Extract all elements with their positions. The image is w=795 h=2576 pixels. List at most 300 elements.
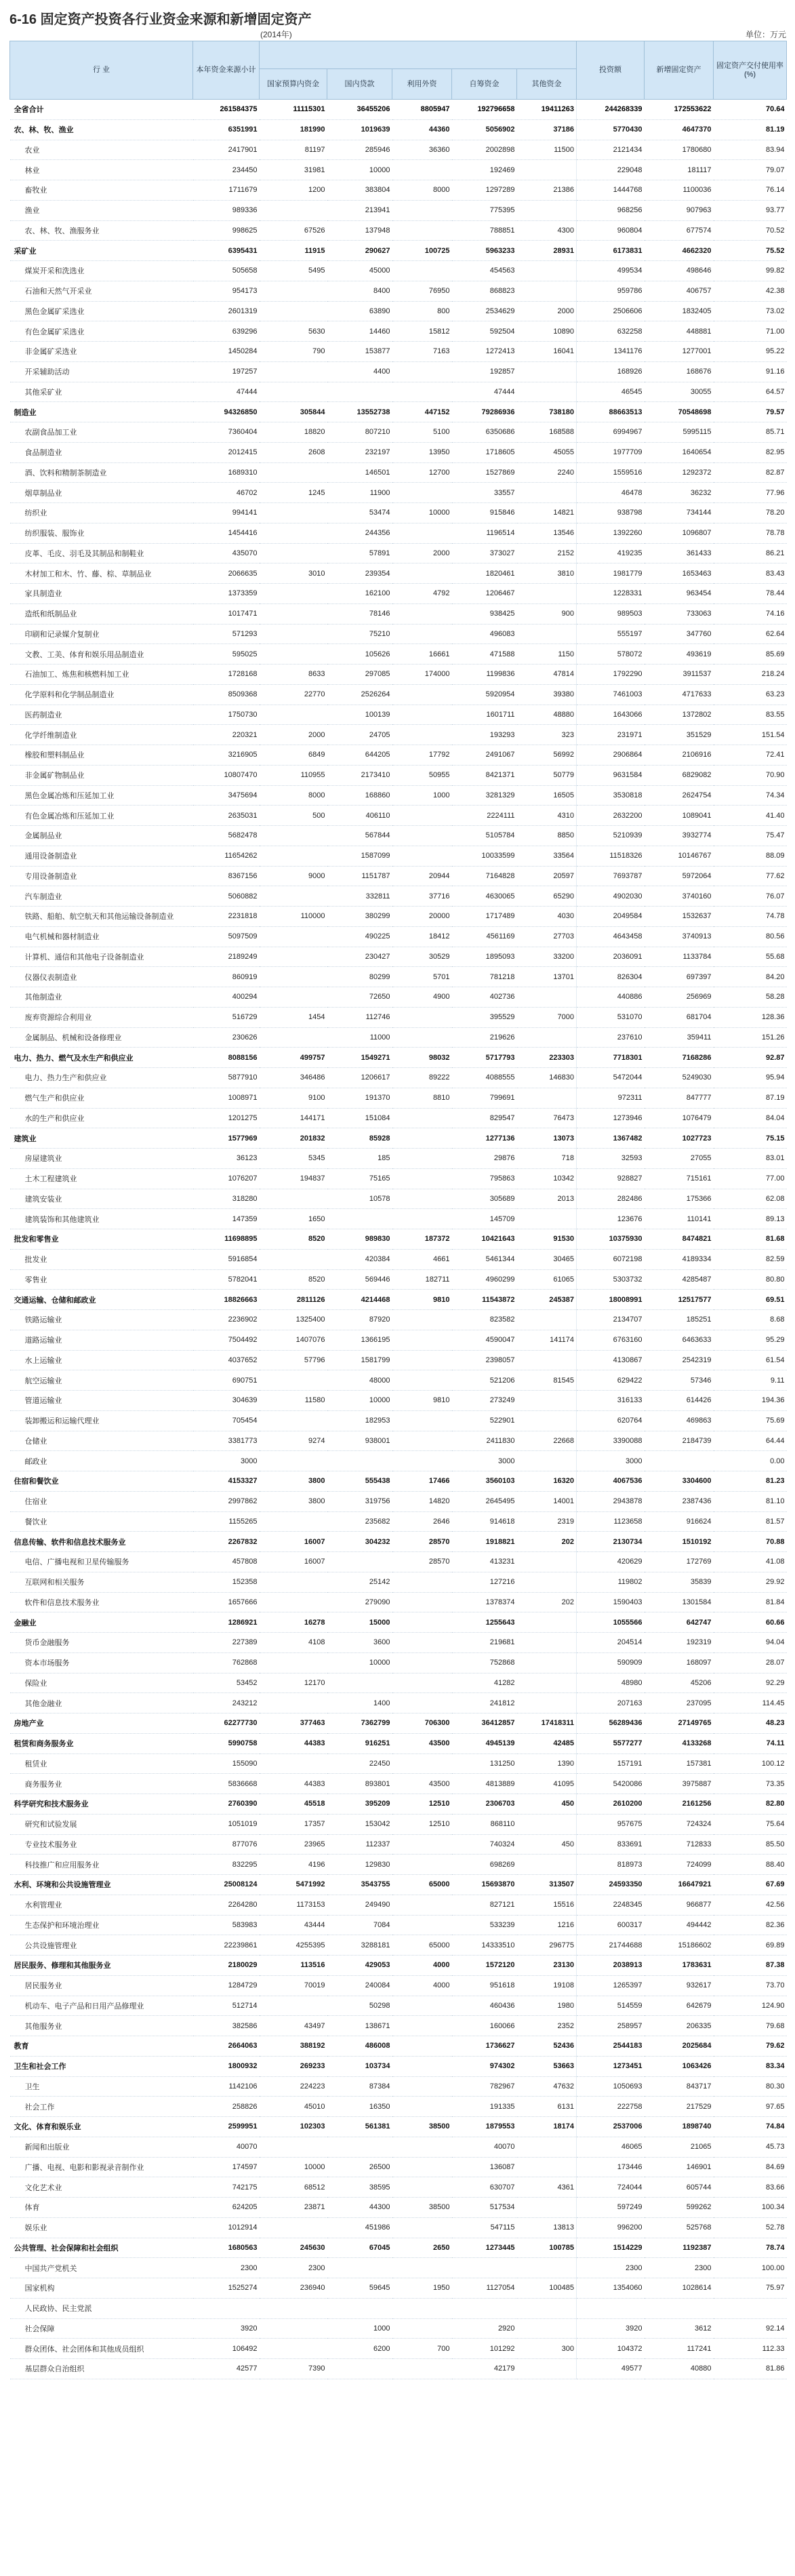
row-value-cell <box>392 1027 452 1048</box>
row-value-cell: 207163 <box>577 1693 645 1713</box>
row-value-cell <box>392 1431 452 1451</box>
row-industry-name: 互联网和相关服务 <box>10 1572 193 1592</box>
row-value-cell: 2300 <box>577 2258 645 2278</box>
row-value-cell: 22450 <box>327 1753 392 1774</box>
table-row <box>10 160 787 180</box>
row-value-cell: 531070 <box>577 1007 645 1027</box>
row-value-cell: 30465 <box>517 1249 577 1269</box>
row-value-cell <box>392 2359 452 2379</box>
row-value-cell: 10146767 <box>645 846 714 866</box>
row-value-cell: 4643458 <box>577 926 645 947</box>
row-value-cell: 1063426 <box>645 2056 714 2076</box>
row-value-cell: 86.21 <box>714 543 787 563</box>
row-value-cell: 1277136 <box>452 1128 517 1149</box>
row-value-cell: 346486 <box>260 1068 327 1088</box>
row-industry-name: 渔业 <box>10 200 193 220</box>
row-industry-name: 纺织业 <box>10 503 193 523</box>
row-value-cell: 79.07 <box>714 160 787 180</box>
row-value-cell: 642747 <box>645 1612 714 1633</box>
table-row <box>10 1189 787 1209</box>
row-value-cell: 102303 <box>260 2117 327 2137</box>
row-value-cell <box>392 1612 452 1633</box>
row-value-cell: 10807470 <box>193 765 260 785</box>
row-value-cell <box>392 1149 452 1169</box>
row-value-cell: 240084 <box>327 1975 392 1996</box>
row-industry-name: 科技推广和应用服务业 <box>10 1855 193 1875</box>
row-value-cell: 168097 <box>645 1652 714 1673</box>
table-row <box>10 2298 787 2318</box>
row-value-cell: 78.78 <box>714 523 787 543</box>
row-value-cell: 435070 <box>193 543 260 563</box>
row-industry-name: 石油和天然气开采业 <box>10 281 193 301</box>
row-value-cell: 2173410 <box>327 765 392 785</box>
row-value-cell: 2411830 <box>452 1431 517 1451</box>
row-industry-name: 农业 <box>10 140 193 160</box>
row-value-cell: 53452 <box>193 1673 260 1693</box>
row-value-cell: 237610 <box>577 1027 645 1048</box>
row-industry-name: 道路运输业 <box>10 1330 193 1350</box>
row-industry-name: 商务服务业 <box>10 1774 193 1794</box>
row-value-cell: 60.66 <box>714 1612 787 1633</box>
table-row <box>10 745 787 766</box>
row-value-cell <box>327 1552 392 1572</box>
table-row <box>10 462 787 483</box>
row-value-cell <box>327 1451 392 1471</box>
row-value-cell: 712833 <box>645 1834 714 1855</box>
row-industry-name: 研究和试验发展 <box>10 1814 193 1834</box>
row-value-cell <box>517 382 577 402</box>
row-value-cell <box>260 967 327 987</box>
row-value-cell <box>517 1572 577 1592</box>
row-value-cell: 35839 <box>645 1572 714 1592</box>
row-value-cell: 16661 <box>392 644 452 665</box>
row-value-cell: 7718301 <box>577 1048 645 1068</box>
row-value-cell: 6994967 <box>577 422 645 443</box>
row-value-cell: 1572120 <box>452 1956 517 1976</box>
row-value-cell: 1245 <box>260 483 327 503</box>
row-value-cell: 40880 <box>645 2359 714 2379</box>
row-value-cell: 9810 <box>392 1290 452 1310</box>
row-value-cell: 57346 <box>645 1370 714 1391</box>
table-row <box>10 2238 787 2258</box>
table-row <box>10 907 787 927</box>
row-value-cell: 65000 <box>392 1935 452 1956</box>
row-value-cell: 173446 <box>577 2157 645 2177</box>
row-value-cell: 11000 <box>327 1027 392 1048</box>
row-industry-name: 文化、体育和娱乐业 <box>10 2117 193 2137</box>
row-value-cell: 8810 <box>392 1088 452 1108</box>
row-value-cell: 2000 <box>517 301 577 321</box>
row-value-cell: 569446 <box>327 1269 392 1290</box>
row-value-cell: 4900 <box>392 987 452 1008</box>
row-value-cell: 95.29 <box>714 1330 787 1350</box>
row-value-cell: 146501 <box>327 462 392 483</box>
row-value-cell: 2635031 <box>193 806 260 826</box>
row-value-cell: 833691 <box>577 1834 645 1855</box>
row-value-cell: 2264280 <box>193 1895 260 1915</box>
row-value-cell: 21744688 <box>577 1935 645 1956</box>
row-value-cell: 5060882 <box>193 886 260 907</box>
row-value-cell: 110955 <box>260 765 327 785</box>
row-value-cell: 5630 <box>260 321 327 342</box>
row-value-cell: 2038913 <box>577 1956 645 1976</box>
row-value-cell <box>517 1027 577 1048</box>
row-value-cell: 1089041 <box>645 806 714 826</box>
row-value-cell: 800 <box>392 301 452 321</box>
row-value-cell: 4067536 <box>577 1471 645 1492</box>
row-industry-name: 装卸搬运和运输代理业 <box>10 1410 193 1431</box>
row-value-cell <box>193 2298 260 2318</box>
row-value-cell: 18820 <box>260 422 327 443</box>
row-value-cell: 4088555 <box>452 1068 517 1088</box>
row-value-cell: 1265397 <box>577 1975 645 1996</box>
row-value-cell: 3000 <box>577 1451 645 1471</box>
row-value-cell: 3800 <box>260 1471 327 1492</box>
row-value-cell: 110000 <box>260 907 327 927</box>
row-industry-name: 租赁业 <box>10 1753 193 1774</box>
row-value-cell: 62.64 <box>714 624 787 644</box>
row-value-cell <box>260 1451 327 1471</box>
row-value-cell: 460436 <box>452 1996 517 2016</box>
row-value-cell: 2002898 <box>452 140 517 160</box>
row-value-cell: 146830 <box>517 1068 577 1088</box>
table-row <box>10 321 787 342</box>
row-value-cell: 16041 <box>517 342 577 362</box>
row-value-cell: 99.82 <box>714 261 787 281</box>
table-body <box>10 100 787 2379</box>
row-value-cell: 451986 <box>327 2217 392 2238</box>
row-value-cell: 19411263 <box>517 100 577 120</box>
row-value-cell: 85.69 <box>714 644 787 665</box>
row-value-cell: 742175 <box>193 2177 260 2198</box>
table-row <box>10 1552 787 1572</box>
row-value-cell <box>392 1592 452 1612</box>
row-value-cell: 185251 <box>645 1310 714 1330</box>
table-row <box>10 2359 787 2379</box>
row-value-cell <box>260 301 327 321</box>
row-value-cell: 24705 <box>327 725 392 745</box>
table-row <box>10 926 787 947</box>
row-value-cell <box>260 886 327 907</box>
row-value-cell: 3920 <box>193 2318 260 2339</box>
row-value-cell <box>392 2157 452 2177</box>
row-value-cell: 77.96 <box>714 483 787 503</box>
row-value-cell <box>517 1209 577 1229</box>
row-value-cell: 380299 <box>327 907 392 927</box>
row-value-cell <box>392 1652 452 1673</box>
row-industry-name: 机动车、电子产品和日用产品修理业 <box>10 1996 193 2016</box>
row-value-cell: 2811126 <box>260 1290 327 1310</box>
row-value-cell <box>392 2097 452 2117</box>
row-value-cell: 89222 <box>392 1068 452 1088</box>
row-value-cell: 9274 <box>260 1431 327 1451</box>
row-industry-name: 水利、环境和公共设施管理业 <box>10 1875 193 1895</box>
row-value-cell: 2236902 <box>193 1310 260 1330</box>
row-value-cell <box>260 947 327 967</box>
table-row <box>10 1915 787 1935</box>
row-value-cell: 285946 <box>327 140 392 160</box>
table-row <box>10 1269 787 1290</box>
row-industry-name: 计算机、通信和其他电子设备制造业 <box>10 947 193 967</box>
row-value-cell: 4153327 <box>193 1471 260 1492</box>
row-value-cell: 88.09 <box>714 846 787 866</box>
row-value-cell: 3288181 <box>327 1935 392 1956</box>
table-row <box>10 1007 787 1027</box>
row-value-cell: 938798 <box>577 503 645 523</box>
row-value-cell: 10000 <box>327 160 392 180</box>
row-value-cell: 1680563 <box>193 2238 260 2258</box>
row-value-cell: 1780680 <box>645 140 714 160</box>
row-value-cell: 2760390 <box>193 1794 260 1815</box>
row-value-cell: 1587099 <box>327 846 392 866</box>
row-value-cell: 1151787 <box>327 866 392 886</box>
row-value-cell: 42179 <box>452 2359 517 2379</box>
row-value-cell: 185 <box>327 1149 392 1169</box>
row-value-cell: 690751 <box>193 1370 260 1391</box>
row-value-cell: 42485 <box>517 1733 577 1753</box>
row-value-cell: 182953 <box>327 1410 392 1431</box>
row-value-cell: 69.89 <box>714 1935 787 1956</box>
row-value-cell: 6351991 <box>193 119 260 140</box>
row-industry-name: 住宿和餐饮业 <box>10 1471 193 1492</box>
row-value-cell: 145709 <box>452 1209 517 1229</box>
row-value-cell: 7360404 <box>193 422 260 443</box>
row-value-cell: 1272413 <box>452 342 517 362</box>
row-value-cell: 1292372 <box>645 462 714 483</box>
row-industry-name: 非金属矿采选业 <box>10 342 193 362</box>
row-value-cell: 3000 <box>193 1451 260 1471</box>
row-value-cell <box>260 987 327 1008</box>
row-value-cell: 28570 <box>392 1552 452 1572</box>
row-industry-name: 废弃资源综合利用业 <box>10 1007 193 1027</box>
row-value-cell: 155090 <box>193 1753 260 1774</box>
row-value-cell: 88.40 <box>714 1855 787 1875</box>
row-value-cell: 1155265 <box>193 1511 260 1532</box>
row-value-cell: 92.87 <box>714 1048 787 1068</box>
row-value-cell: 2491067 <box>452 745 517 766</box>
row-value-cell: 10000 <box>327 1391 392 1411</box>
row-value-cell: 70548698 <box>645 402 714 422</box>
row-value-cell: 505658 <box>193 261 260 281</box>
table-row <box>10 584 787 604</box>
table-row <box>10 361 787 382</box>
row-value-cell: 419235 <box>577 543 645 563</box>
row-value-cell: 7390 <box>260 2359 327 2379</box>
row-industry-name: 居民服务业 <box>10 1975 193 1996</box>
row-value-cell: 7168286 <box>645 1048 714 1068</box>
row-value-cell: 128.36 <box>714 1007 787 1027</box>
row-value-cell: 3281329 <box>452 785 517 806</box>
row-value-cell <box>517 1652 577 1673</box>
row-value-cell: 192796658 <box>452 100 517 120</box>
row-value-cell: 201832 <box>260 1128 327 1149</box>
row-value-cell: 52.78 <box>714 2217 787 2238</box>
header-delivery-rate: 固定资产交付使用率(%) <box>714 41 787 100</box>
row-value-cell: 1055566 <box>577 1612 645 1633</box>
row-value-cell: 78.44 <box>714 584 787 604</box>
row-value-cell: 332811 <box>327 886 392 907</box>
row-value-cell: 23871 <box>260 2198 327 2218</box>
table-row <box>10 603 787 624</box>
row-value-cell: 36412857 <box>452 1713 517 1734</box>
row-value-cell: 347760 <box>645 624 714 644</box>
row-value-cell: 36232 <box>645 483 714 503</box>
row-value-cell: 219681 <box>452 1633 517 1653</box>
row-value-cell: 3475694 <box>193 785 260 806</box>
row-value-cell: 313507 <box>517 1875 577 1895</box>
row-value-cell: 8421371 <box>452 765 517 785</box>
row-value-cell: 2417901 <box>193 140 260 160</box>
row-industry-name: 其他制造业 <box>10 987 193 1008</box>
row-value-cell: 75.97 <box>714 2278 787 2299</box>
row-value-cell: 152358 <box>193 1572 260 1592</box>
row-value-cell: 2025684 <box>645 2036 714 2057</box>
row-value-cell: 900 <box>517 603 577 624</box>
row-industry-name: 黑色金属矿采选业 <box>10 301 193 321</box>
row-value-cell: 243212 <box>193 1693 260 1713</box>
row-industry-name: 专用设备制造业 <box>10 866 193 886</box>
row-value-cell: 915846 <box>452 503 517 523</box>
header-other: 其他资金 <box>517 69 577 100</box>
row-value-cell: 11900 <box>327 483 392 503</box>
table-row <box>10 765 787 785</box>
row-value-cell: 50779 <box>517 765 577 785</box>
row-value-cell: 5100 <box>392 422 452 443</box>
row-value-cell: 471588 <box>452 644 517 665</box>
row-value-cell: 144171 <box>260 1108 327 1128</box>
row-value-cell <box>392 2036 452 2057</box>
row-value-cell: 10890 <box>517 321 577 342</box>
row-value-cell: 9631584 <box>577 765 645 785</box>
row-value-cell: 9.11 <box>714 1370 787 1391</box>
row-value-cell: 45206 <box>645 1673 714 1693</box>
row-value-cell: 53474 <box>327 503 392 523</box>
row-value-cell: 21065 <box>645 2137 714 2157</box>
row-industry-name: 仪器仪表制造业 <box>10 967 193 987</box>
row-industry-name: 金属制品业 <box>10 826 193 846</box>
row-value-cell: 74.84 <box>714 2117 787 2137</box>
row-industry-name: 生态保护和环境治理业 <box>10 1915 193 1935</box>
table-row <box>10 785 787 806</box>
row-value-cell: 10421643 <box>452 1229 517 1250</box>
row-value-cell: 87384 <box>327 2076 392 2097</box>
row-value-cell: 10000 <box>327 1652 392 1673</box>
row-value-cell: 4300 <box>517 220 577 241</box>
row-value-cell: 406757 <box>645 281 714 301</box>
row-value-cell: 724044 <box>577 2177 645 2198</box>
row-value-cell: 27149765 <box>645 1713 714 1734</box>
table-row <box>10 1229 787 1250</box>
row-value-cell: 74.34 <box>714 785 787 806</box>
row-value-cell: 469863 <box>645 1410 714 1431</box>
row-value-cell: 1017471 <box>193 603 260 624</box>
row-industry-name: 酒、饮料和精制茶制造业 <box>10 462 193 483</box>
row-value-cell: 402736 <box>452 987 517 1008</box>
row-value-cell: 499757 <box>260 1048 327 1068</box>
row-value-cell <box>392 361 452 382</box>
row-industry-name: 建筑装饰和其他建筑业 <box>10 1209 193 1229</box>
row-industry-name: 铁路、船舶、航空航天和其他运输设备制造业 <box>10 907 193 927</box>
row-value-cell: 454563 <box>452 261 517 281</box>
row-industry-name: 中国共产党机关 <box>10 2258 193 2278</box>
row-value-cell: 968256 <box>577 200 645 220</box>
row-value-cell: 258957 <box>577 2016 645 2036</box>
row-value-cell: 80.30 <box>714 2076 787 2097</box>
row-value-cell: 168926 <box>577 361 645 382</box>
row-value-cell: 75.64 <box>714 1814 787 1834</box>
row-value-cell: 1895093 <box>452 947 517 967</box>
row-value-cell: 304639 <box>193 1391 260 1411</box>
table-header <box>10 41 787 100</box>
row-value-cell: 13950 <box>392 442 452 462</box>
row-value-cell: 269233 <box>260 2056 327 2076</box>
row-value-cell <box>517 2318 577 2339</box>
row-value-cell: 14821 <box>517 503 577 523</box>
row-value-cell: 81.84 <box>714 1592 787 1612</box>
row-value-cell: 8400 <box>327 281 392 301</box>
row-industry-name: 非金属矿物制品业 <box>10 765 193 785</box>
row-value-cell: 92.29 <box>714 1673 787 1693</box>
row-industry-name: 货币金融服务 <box>10 1633 193 1653</box>
row-value-cell: 127216 <box>452 1572 517 1592</box>
row-value-cell: 583983 <box>193 1915 260 1935</box>
row-value-cell: 1879553 <box>452 2117 517 2137</box>
row-value-cell: 5105784 <box>452 826 517 846</box>
table-row <box>10 1391 787 1411</box>
row-value-cell: 5701 <box>392 967 452 987</box>
table-row <box>10 1027 787 1048</box>
row-industry-name: 橡胶和塑料制品业 <box>10 745 193 766</box>
row-value-cell: 3216905 <box>193 745 260 766</box>
row-value-cell: 136087 <box>452 2157 517 2177</box>
row-value-cell: 1898740 <box>645 2117 714 2137</box>
row-industry-name: 水的生产和供应业 <box>10 1108 193 1128</box>
row-value-cell: 516729 <box>193 1007 260 1027</box>
row-value-cell: 56992 <box>517 745 577 766</box>
row-value-cell: 193293 <box>452 725 517 745</box>
row-value-cell: 1800932 <box>193 2056 260 2076</box>
row-value-cell: 5782041 <box>193 1269 260 1290</box>
row-value-cell: 62.08 <box>714 1189 787 1209</box>
row-value-cell: 81.57 <box>714 1511 787 1532</box>
row-industry-name: 采矿业 <box>10 241 193 261</box>
row-value-cell: 300 <box>517 2339 577 2359</box>
row-value-cell: 818973 <box>577 1855 645 1875</box>
row-value-cell: 12700 <box>392 462 452 483</box>
row-value-cell: 359411 <box>645 1027 714 1048</box>
row-industry-name: 电气机械和器材制造业 <box>10 926 193 947</box>
row-value-cell: 2106916 <box>645 745 714 766</box>
table-row <box>10 806 787 826</box>
row-industry-name: 人民政协、民主党派 <box>10 2298 193 2318</box>
row-value-cell <box>517 987 577 1008</box>
row-value-cell: 6072198 <box>577 1249 645 1269</box>
row-value-cell: 75.52 <box>714 241 787 261</box>
row-value-cell: 153877 <box>327 342 392 362</box>
row-value-cell: 2526264 <box>327 684 392 705</box>
row-value-cell: 893801 <box>327 1774 392 1794</box>
row-value-cell: 1325400 <box>260 1310 327 1330</box>
row-value-cell: 6173831 <box>577 241 645 261</box>
row-value-cell: 17418311 <box>517 1713 577 1734</box>
table-row <box>10 1652 787 1673</box>
row-value-cell: 555197 <box>577 624 645 644</box>
row-value-cell: 100725 <box>392 241 452 261</box>
table-row <box>10 967 787 987</box>
row-value-cell: 25142 <box>327 1572 392 1592</box>
row-value-cell: 45055 <box>517 442 577 462</box>
row-value-cell: 14820 <box>392 1491 452 1511</box>
